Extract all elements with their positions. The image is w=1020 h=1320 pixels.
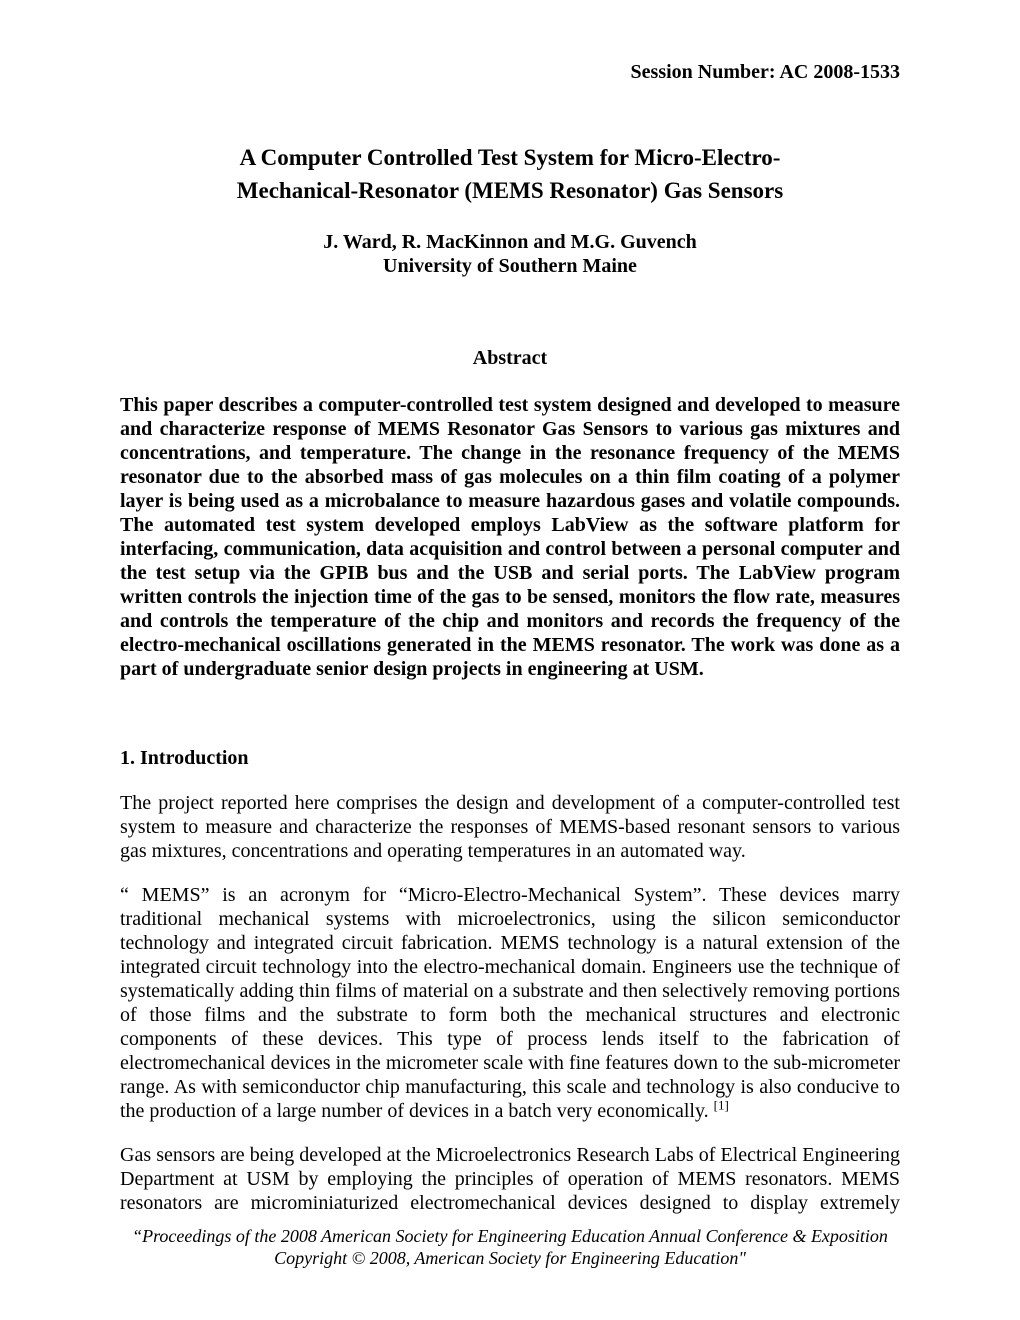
abstract-heading: Abstract <box>472 347 548 369</box>
paragraph-text: The project reported here comprises the design and development of a computer-controlled test system to measure and characterize the responses of MEMS-based resonant sensors to various gas mixtures, concentrations and operating temperatures in an automated way. <box>120 792 900 862</box>
footer-line-2: Copyright © 2008, American Society for Engineering Education" <box>274 1248 746 1268</box>
paragraph-text: Gas sensors are being developed at the Microelectronics Research Labs of Electrical Engineering Department at USM by employing the principles of operation of MEMS resonators. MEMS resonators are microminiaturized electromechanical devices designed to display extremely <box>120 1144 900 1214</box>
proceedings-footer <box>120 1225 900 1269</box>
paper-title-line-2: Mechanical-Resonator (MEMS Resonator) Gas Sensors <box>236 178 784 203</box>
introduction-heading: 1. Introduction <box>120 747 249 769</box>
reference-superscript: [1] <box>713 1097 729 1113</box>
abstract-text: This paper describes a computer-controlled test system designed and developed to measure and characterize response of MEMS Resonator Gas Sensors to various gas mixtures and concentrations, and temperature. The change in the resonance frequency of the MEMS resonator due to the absorbed mass of gas molecules on a thin film coating of a polymer layer is being used as a microbalance to measure hazardous gases and volatile compounds. The automated test system developed employs LabView as the software platform for interfacing, communication, data acquisition and control between a personal computer and the test setup via the GPIB bus and the USB and serial ports. The LabView program written controls the injection time of the gas to be sensed, monitors the flow rate, measures and controls the temperature of the chip and monitors and records the frequency of the electro-mechanical oscillations generated in the MEMS resonator. The work was done as a part of undergraduate senior design projects in engineering at USM. <box>120 394 900 680</box>
byline <box>120 230 900 278</box>
introduction-paragraph-3 <box>120 1143 900 1215</box>
paragraph-text: “ MEMS” is an acronym for “Micro-Electro-Mechanical System”. These devices marry traditional mechanical systems with microelectronics, using the silicon semiconductor technology and integrated circuit fabrication. MEMS technology is a natural extension of the integrated circuit technology into the electro-mechanical domain. Engineers use the technique of systematically adding thin films of material on a substrate and then selectively removing portions of those films and the substrate to form both the mechanical structures and electronic components of these devices. This type of process lends itself to the fabrication of electromechanical devices in the micrometer scale with fine features down to the sub-micrometer range. As with semiconductor chip manufacturing, this scale and technology is also conducive to the production of a large number of devices in a batch very economically. <box>120 884 900 1122</box>
footer-line-1: “Proceedings of the 2008 American Society for Engineering Education Annual Conference & Exposition <box>132 1226 888 1246</box>
affiliation-line: University of Southern Maine <box>383 255 637 277</box>
introduction-paragraph-1 <box>120 791 900 863</box>
session-number: Session Number: AC 2008-1533 <box>630 61 900 83</box>
paper-title <box>120 141 900 207</box>
authors-line: J. Ward, R. MacKinnon and M.G. Guvench <box>323 231 697 253</box>
paper-title-line-1: A Computer Controlled Test System for Micro-Electro- <box>239 145 781 170</box>
introduction-paragraph-2 <box>120 883 900 1123</box>
